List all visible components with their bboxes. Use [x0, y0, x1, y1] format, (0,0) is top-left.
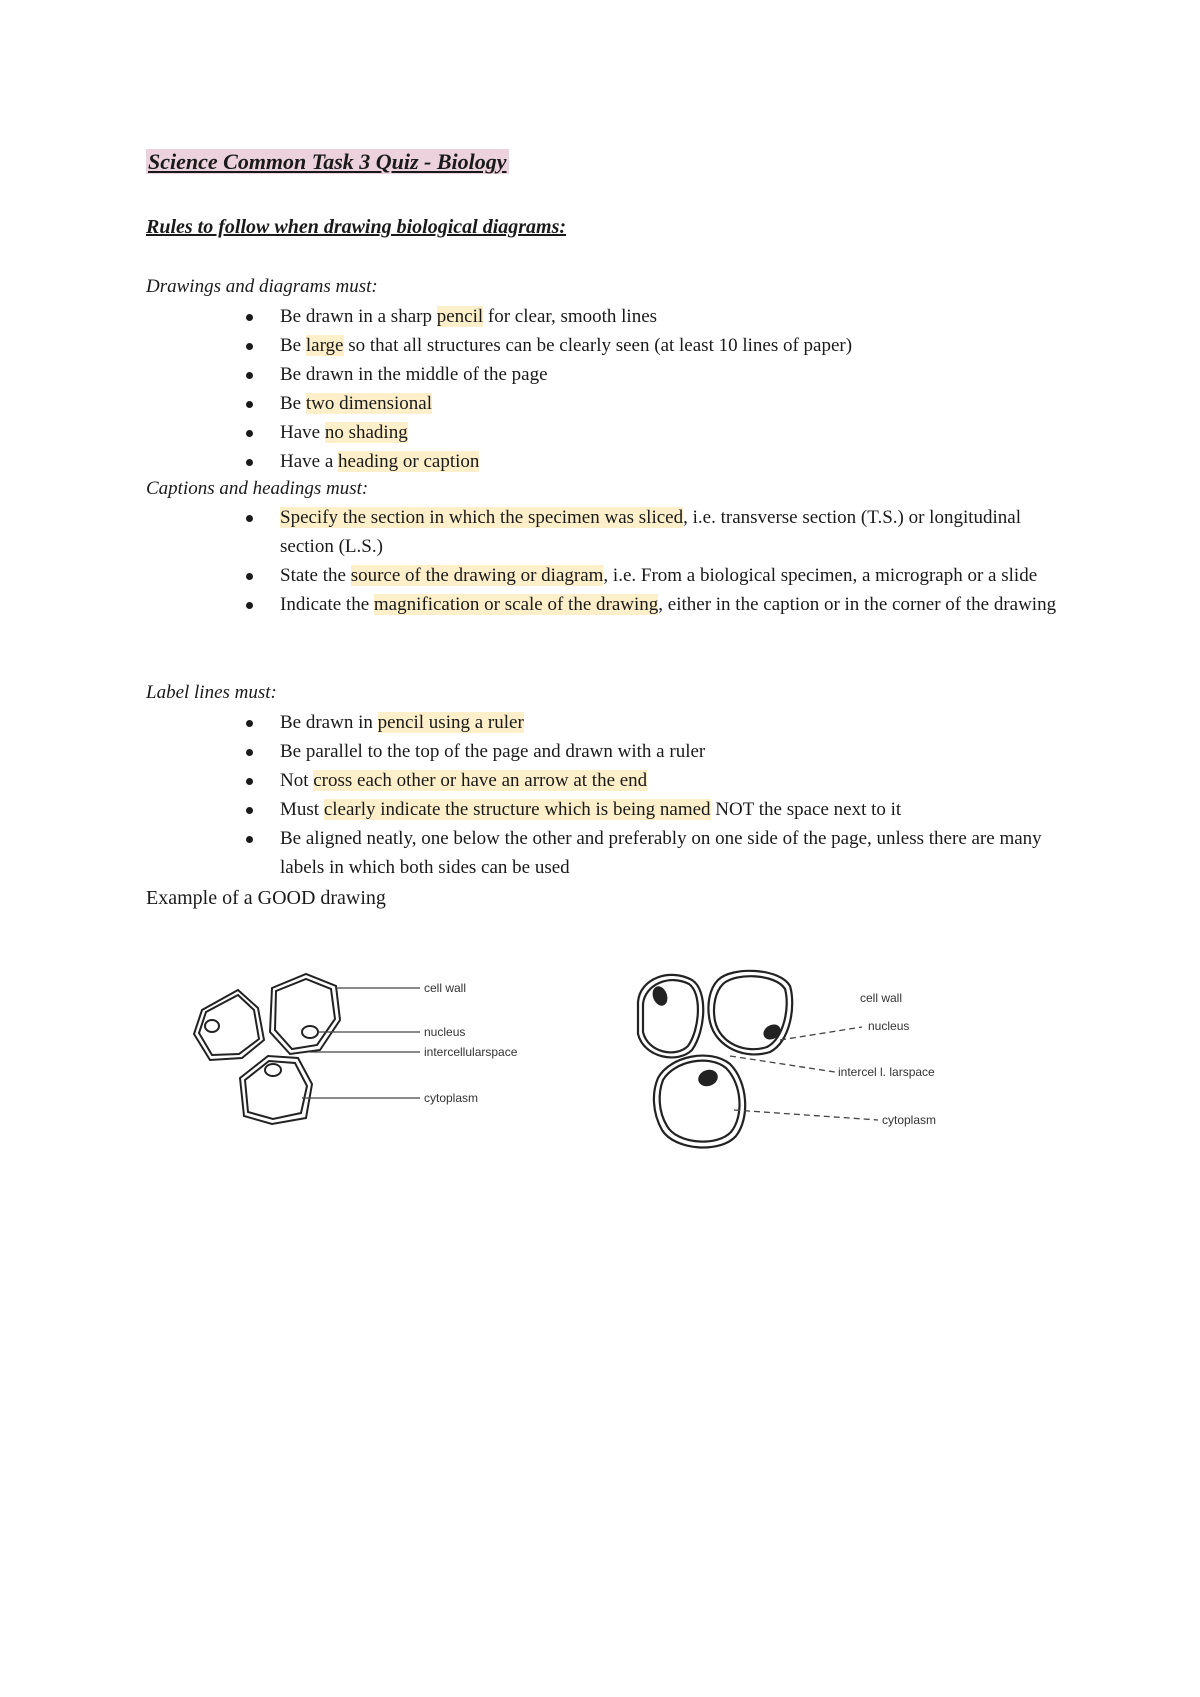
cell-bottom [654, 1056, 745, 1148]
cell-top-inner [714, 976, 787, 1049]
list-item: Must clearly indicate the structure which is being named NOT the space next to it [246, 795, 1066, 824]
label-cell-wall: cell wall [424, 981, 467, 995]
list-item: Not cross each other or have an arrow at the end [246, 766, 1066, 795]
list-item: Be large so that all structures can be clearly seen (at least 10 lines of paper) [246, 331, 1066, 360]
cell-top-inner [275, 979, 335, 1049]
good-drawing-left [180, 960, 560, 1140]
labels-list [246, 708, 1066, 882]
list-item: Have no shading [246, 418, 1066, 447]
cell-outlines [194, 974, 340, 1124]
nucleus-top [302, 1026, 318, 1038]
list-item: Be drawn in pencil using a ruler [246, 708, 1066, 737]
list-item: Indicate the magnification or scale of the drawing, either in the caption or in the corner of the drawing [246, 590, 1066, 619]
list-item: Be two dimensional [246, 389, 1066, 418]
label-lines [302, 988, 420, 1098]
nucleus-bottom [265, 1064, 281, 1076]
list-item: Be parallel to the top of the page and drawn with a ruler [246, 737, 1066, 766]
cell-bottom-inner [660, 1061, 740, 1142]
cell-top [270, 974, 340, 1054]
page-title: Science Common Task 3 Quiz - Biology [148, 149, 507, 174]
label-nucleus: nucleus [868, 1019, 910, 1033]
list-item: Be aligned neatly, one below the other and preferably on one side of the page, unless there are many labels in which both sides can be used [246, 824, 1066, 882]
nucleus-left [205, 1020, 219, 1032]
captions-heading: Captions and headings must: [146, 478, 369, 499]
drawings-list [246, 302, 1066, 476]
label-nucleus: nucleus [424, 1025, 466, 1039]
example-caption: Example of a GOOD drawing [146, 887, 386, 909]
drawings-heading: Drawings and diagrams must: [146, 276, 378, 297]
list-item: Be drawn in a sharp pencil for clear, smooth lines [246, 302, 1066, 331]
list-item: Have a heading or caption [246, 447, 1066, 476]
rules-subtitle: Rules to follow when drawing biological diagrams: [146, 216, 567, 238]
captions-list [246, 503, 1066, 619]
label-line-cytoplasm [734, 1110, 878, 1120]
nucleus-bottom [696, 1067, 720, 1089]
cell-left-inner [643, 980, 698, 1052]
label-intercellular-space: intercellularspace [424, 1045, 518, 1059]
label-line-nucleus [780, 1027, 862, 1040]
label-cytoplasm: cytoplasm [424, 1091, 479, 1105]
label-line-intercellular [730, 1056, 835, 1072]
labels-heading: Label lines must: [146, 682, 277, 703]
good-drawing-right [630, 960, 1000, 1160]
label-cell-wall: cell wall [860, 991, 903, 1005]
label-intercellular-space: intercel l. larspace [838, 1065, 935, 1079]
list-item: Specify the section in which the specimen was sliced, i.e. transverse section (T.S.) or longitudinal section (L.S.) [246, 503, 1066, 561]
label-cytoplasm: cytoplasm [882, 1113, 937, 1127]
list-item: Be drawn in the middle of the page [246, 360, 1066, 389]
list-item: State the source of the drawing or diagram, i.e. From a biological specimen, a micrograph or a slide [246, 561, 1066, 590]
